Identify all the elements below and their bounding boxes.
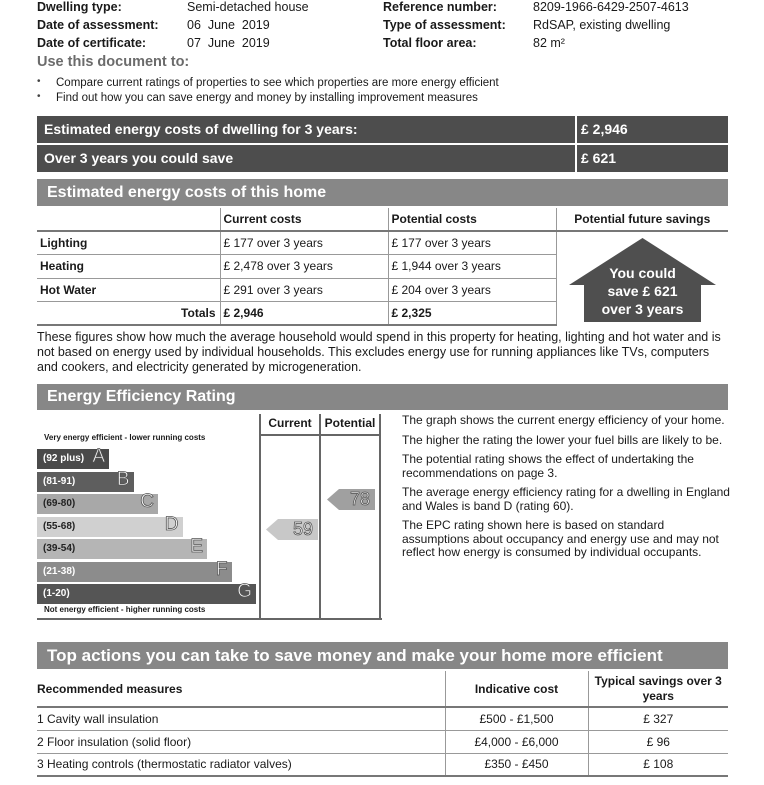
certificate-date-label: Date of certificate: — [37, 36, 147, 50]
use-document-list — [37, 76, 499, 105]
costs-explanation: These figures show how much the average household would spend in this property for heating, lighting and hot water and is not based on energy used by individual households. This excludes energy use for running appliances like TVs, computers and cookers, and electricity generated by microgeneration. — [37, 330, 721, 374]
band-letter: D — [164, 513, 179, 535]
potential-rating-value: 78 — [349, 489, 370, 509]
assessment-date-value: 06 June 2019 — [187, 18, 270, 32]
summary-label: Over 3 years you could save — [37, 145, 577, 172]
band-range: (69-80) — [43, 498, 76, 509]
potential-rating-arrow — [327, 489, 375, 510]
efficient-label: Very energy efficient - lower running costs — [44, 433, 206, 442]
band-range: (21-38) — [43, 565, 76, 577]
column-divider — [379, 414, 381, 620]
indicative-cost: £350 - £450 — [445, 753, 588, 776]
current-column-header: Current — [268, 416, 312, 430]
savings-line: save £ 621 — [607, 283, 678, 299]
current-cost: £ 177 over 3 years — [220, 231, 388, 255]
band-range: (55-68) — [43, 520, 76, 532]
potential-cost: £ 204 over 3 years — [388, 278, 556, 302]
rating-band-a — [37, 446, 109, 469]
assessment-type-label: Type of assessment: — [383, 18, 506, 32]
measure-name: 1 Cavity wall insulation — [37, 707, 445, 730]
rating-band-d — [37, 513, 183, 537]
current-cost: £ 291 over 3 years — [220, 278, 388, 302]
band-letter: G — [237, 581, 252, 602]
header-savings: Typical savings over 3 years — [588, 671, 728, 707]
band-range: (39-54) — [43, 543, 76, 554]
summary-row-savings — [37, 145, 728, 172]
dwelling-type-label: Dwelling type: — [37, 0, 122, 14]
header-measures: Recommended measures — [37, 671, 445, 707]
description-paragraph: The potential rating shows the effect of undertaking the recommendations on page 3. — [402, 452, 694, 480]
band-letter: A — [92, 446, 105, 467]
description-paragraph: The EPC rating shown here is based on standard assumptions about occupancy and energy use and may not reflect how energy is consumed by individual occupants. — [402, 518, 719, 559]
inefficient-label: Not energy efficient - higher running costs — [44, 605, 206, 614]
band-range: (92 plus) — [43, 453, 85, 464]
band-letter: B — [116, 468, 130, 490]
typical-savings: £ 108 — [588, 753, 728, 776]
rating-band-f — [37, 558, 232, 582]
table-header-row — [37, 671, 728, 707]
header-future-savings: Potential future savings — [556, 208, 728, 231]
energy-rating-chart — [37, 414, 382, 620]
summary-value: £ 2,946 — [577, 116, 728, 143]
floor-area-label: Total floor area: — [383, 36, 477, 50]
cost-category: Lighting — [37, 231, 220, 255]
typical-savings: £ 96 — [588, 730, 728, 753]
summary-value: £ 621 — [577, 145, 728, 172]
header-current-costs: Current costs — [220, 208, 388, 231]
description-paragraph: The higher the rating the lower your fuel bills are likely to be. — [402, 432, 723, 447]
savings-line: over 3 years — [601, 301, 684, 317]
potential-cost: £ 1,944 over 3 years — [388, 255, 556, 279]
reference-number-label: Reference number: — [383, 0, 497, 14]
header-underline — [259, 434, 381, 436]
dwelling-type-value: Semi-detached house — [187, 0, 309, 14]
current-rating-arrow — [266, 519, 318, 540]
typical-savings: £ 327 — [588, 707, 728, 730]
band-range: (81-91) — [43, 475, 76, 487]
use-document-title: Use this document to: — [37, 54, 190, 70]
rating-band-b — [37, 468, 134, 492]
description-paragraph: The graph shows the current energy efficiency of your home. — [402, 413, 725, 427]
total-potential-cost: £ 2,325 — [388, 302, 556, 326]
column-divider — [319, 414, 321, 620]
rating-band-c — [37, 491, 158, 514]
recommended-actions-table — [37, 671, 728, 777]
current-cost: £ 2,478 over 3 years — [220, 255, 388, 279]
total-current-cost: £ 2,946 — [220, 302, 388, 326]
description-paragraph: The average energy efficiency rating for a dwelling in England and Wales is band D (rating 60). — [402, 485, 730, 513]
savings-line: You could — [609, 265, 676, 281]
header-cost: Indicative cost — [445, 671, 588, 707]
column-divider — [259, 414, 261, 620]
use-document-bullet: • Find out how you can save energy and money by installing improvement measures — [37, 91, 499, 106]
indicative-cost: £500 - £1,500 — [445, 707, 588, 730]
reference-number-value: 8209-1966-6429-2507-4613 — [533, 0, 689, 14]
summary-label: Estimated energy costs of dwelling for 3 years: — [37, 116, 577, 143]
band-letter: E — [190, 536, 203, 557]
header-blank — [37, 208, 220, 231]
floor-area-value: 82 m² — [533, 36, 565, 50]
measure-name: 3 Heating controls (thermostatic radiator valves) — [37, 753, 445, 776]
assessment-date-label: Date of assessment: — [37, 18, 159, 32]
use-document-bullet: • Compare current ratings of properties to see which properties are more energy efficient — [37, 76, 499, 91]
indicative-cost: £4,000 - £6,000 — [445, 730, 588, 753]
costs-section-title: Estimated energy costs of this home — [37, 179, 728, 206]
table-header-row — [37, 208, 728, 231]
band-range: (1-20) — [43, 588, 70, 599]
header-potential-costs: Potential costs — [388, 208, 556, 231]
rating-band-e — [37, 536, 207, 559]
table-row — [37, 707, 728, 730]
band-letter: C — [140, 491, 154, 512]
current-rating-value: 59 — [292, 518, 313, 539]
potential-column-header: Potential — [324, 416, 376, 430]
house-savings-text — [569, 264, 716, 318]
cost-category: Hot Water — [37, 278, 220, 302]
table-row — [37, 730, 728, 753]
cost-category: Heating — [37, 255, 220, 279]
cost-summary — [37, 116, 728, 174]
totals-label: Totals — [37, 302, 220, 326]
potential-cost: £ 177 over 3 years — [388, 231, 556, 255]
rating-band-g — [37, 581, 256, 604]
rating-section-title: Energy Efficiency Rating — [37, 384, 728, 410]
actions-section-title: Top actions you can take to save money and make your home more efficient — [37, 642, 728, 669]
table-row — [37, 753, 728, 776]
summary-row-total-cost — [37, 116, 728, 143]
assessment-type-value: RdSAP, existing dwelling — [533, 18, 671, 32]
band-letter: F — [215, 558, 228, 580]
rating-description — [402, 414, 730, 566]
certificate-date-value: 07 June 2019 — [187, 36, 270, 50]
measure-name: 2 Floor insulation (solid floor) — [37, 730, 445, 753]
